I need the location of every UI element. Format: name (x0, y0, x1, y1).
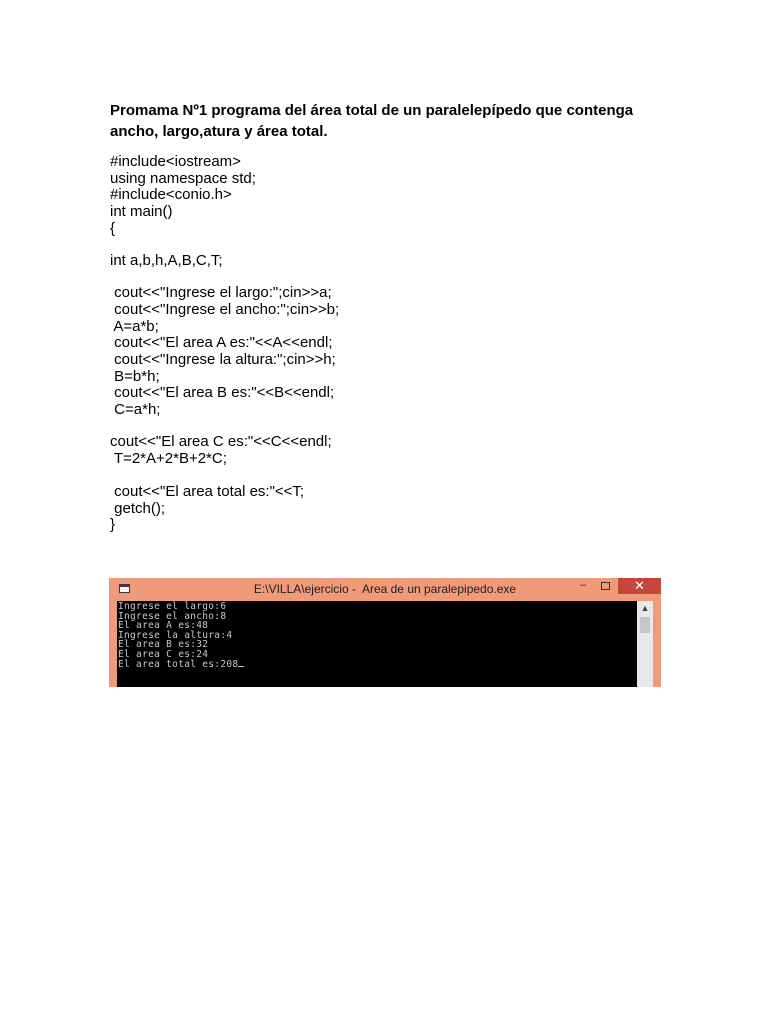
text-cursor (238, 666, 244, 667)
console-line: Ingrese el largo:6 (118, 601, 227, 612)
code-line: cout<<"El area C es:"<<C<<endl; (110, 433, 332, 451)
console-scrollbar[interactable] (637, 601, 653, 687)
console-window-screenshot (109, 578, 661, 687)
code-line: T=2*A+2*B+2*C; (110, 450, 227, 468)
code-line: A=a*b; (110, 317, 159, 335)
code-line: cout<<"El area A es:"<<A<<endl; (110, 334, 333, 352)
maximize-icon (601, 582, 610, 590)
code-line: cout<<"Ingrese el largo:";cin>>a; (110, 284, 332, 302)
code-line: C=a*h; (110, 401, 161, 419)
title-line-2: ancho, largo,atura y área total. (110, 123, 328, 140)
console-line: Ingrese la altura:4 (118, 629, 233, 641)
console-line: Ingrese el ancho:8 (118, 610, 227, 622)
code-line: { (110, 219, 116, 237)
code-line: int a,b,h,A,B,C,T; (110, 252, 223, 270)
code-line: #include<conio.h> (110, 186, 232, 204)
console-output (118, 602, 244, 669)
code-line: #include<iostream> (110, 153, 241, 170)
console-title-bar[interactable] (109, 578, 661, 601)
title-line-1: Promama Nº1 programa del área total de un paralelepípedo que contenga (110, 102, 634, 119)
console-line: El area A es:48 (118, 620, 209, 632)
code-line: cout<<"El area total es:"<<T; (110, 482, 305, 500)
code-listing (110, 154, 339, 534)
scroll-up-arrow-icon[interactable]: ▲ (640, 603, 650, 613)
code-line: } (110, 516, 116, 534)
code-line: B=b*h; (110, 367, 160, 385)
code-line: cout<<"El area B es:"<<B<<endl; (110, 384, 335, 402)
console-line: El area C es:24 (118, 648, 209, 660)
scroll-thumb[interactable] (640, 617, 650, 633)
code-line: cout<<"Ingrese el ancho:";cin>>b; (110, 301, 340, 318)
code-line: cout<<"Ingrese la altura:";cin>>h; (110, 351, 336, 369)
close-button[interactable]: ✕ (618, 578, 661, 594)
maximize-button[interactable] (594, 578, 616, 594)
console-output-area[interactable] (117, 601, 637, 687)
console-line: El area total es:208 (118, 658, 239, 670)
document-title (110, 100, 670, 142)
code-line: using namespace std; (110, 169, 256, 187)
code-line: int main() (110, 203, 173, 221)
code-line: getch(); (110, 499, 166, 517)
console-line: El area B es:32 (118, 639, 209, 651)
minimize-button[interactable]: – (579, 579, 587, 591)
console-window-title: E:\VILLA\ejercicio - Area de un paralepipedo.exe (253, 582, 517, 596)
